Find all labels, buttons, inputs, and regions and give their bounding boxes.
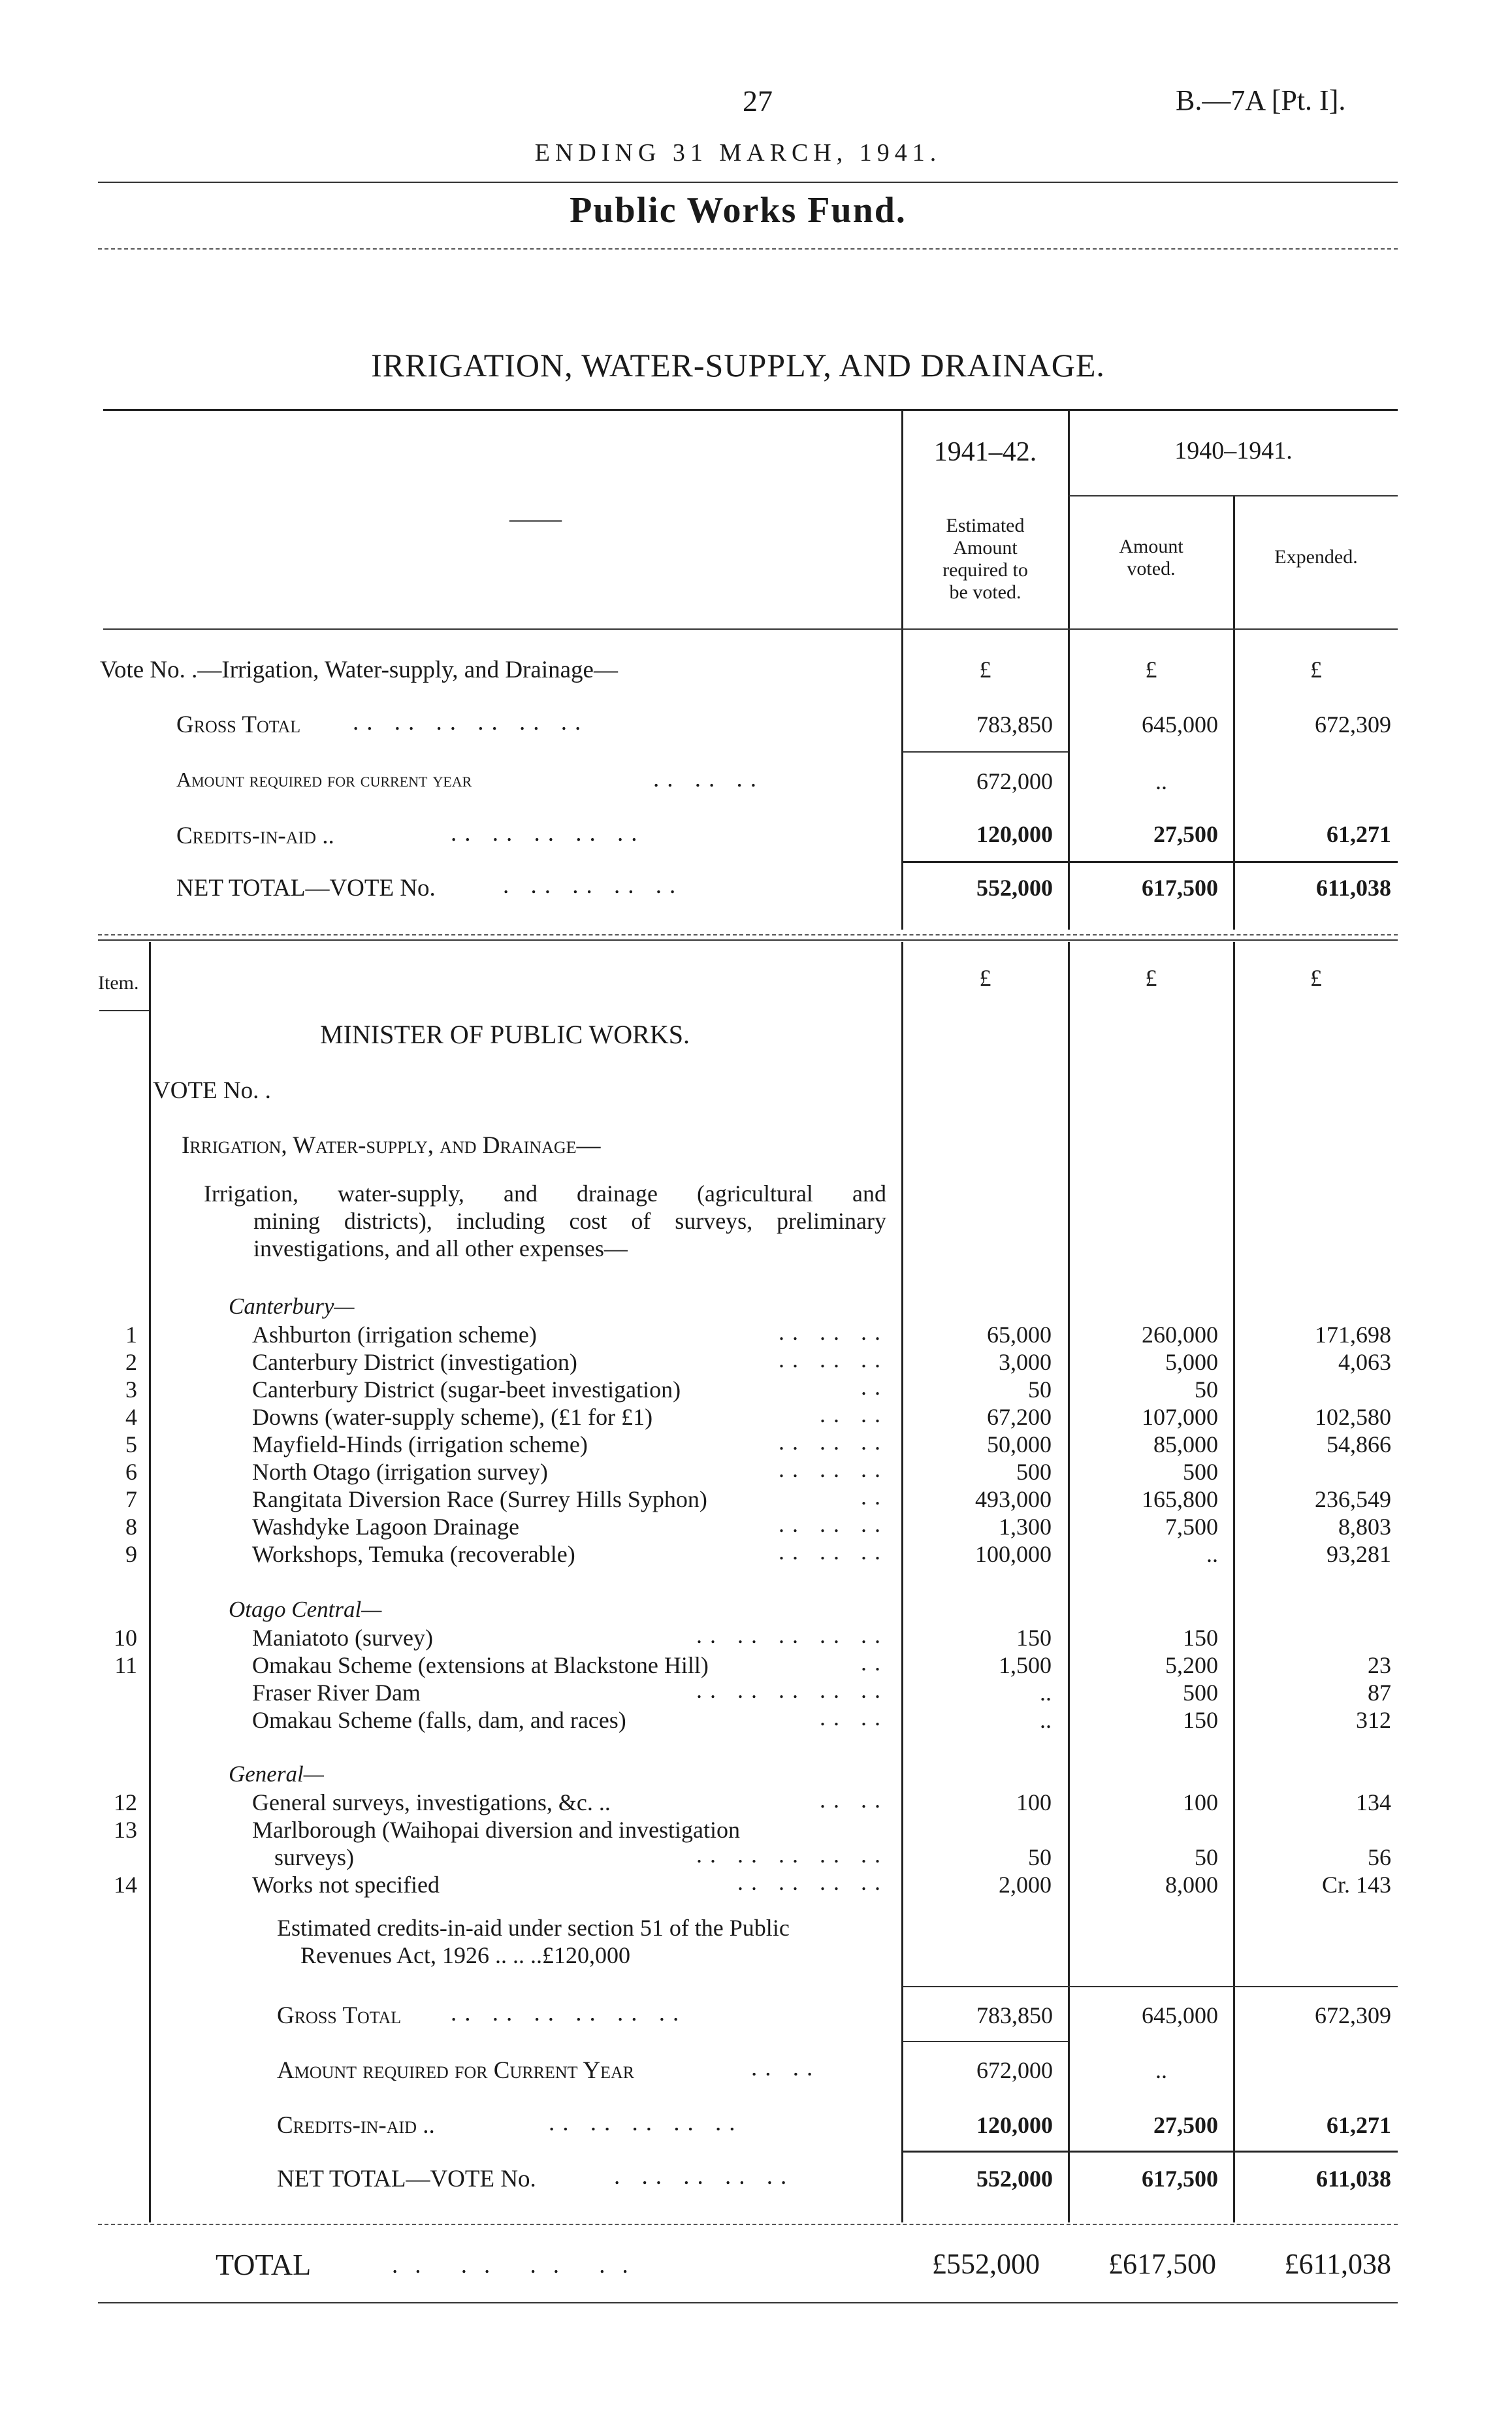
subhead: Irrigation, Water-supply, and Drainage— <box>182 1132 601 1159</box>
item-number: 7 <box>125 1486 137 1512</box>
item-dots: .. .. <box>820 1787 888 1813</box>
row-dots: .. .. .. <box>653 766 764 792</box>
detail-col-rule-2 <box>1068 942 1070 2222</box>
c1: 672,000 <box>976 768 1053 794</box>
c3: 236,549 <box>1315 1486 1391 1512</box>
row-label: NET TOTAL—VOTE No. <box>277 2166 536 2192</box>
row-dots: .. .. .. .. .. .. <box>451 2000 687 2026</box>
currency-col3: £ <box>1310 657 1322 683</box>
credits-note: Estimated credits-in-aid under section 51 of the Public Revenues Act, 1926 .. .. ..£120,000 <box>277 1915 790 1968</box>
item-label: surveys) <box>274 1844 354 1870</box>
item-label: Downs (water-supply scheme), (£1 for £1) <box>252 1404 653 1430</box>
currency-col2: £ <box>1145 657 1157 683</box>
grand-total-bottom-rule <box>98 2302 1398 2303</box>
c2: 500 <box>1183 1680 1218 1706</box>
c3: 171,698 <box>1315 1322 1391 1348</box>
item-dots: .. .. .. .. .. <box>696 1677 888 1703</box>
summary-bottom-rule-2 <box>98 939 1398 941</box>
item-label: North Otago (irrigation survey) <box>252 1459 548 1485</box>
item-dots: .. .. .. <box>779 1456 888 1482</box>
c2: 107,000 <box>1142 1404 1218 1430</box>
item-number: 1 <box>125 1322 137 1348</box>
row-label: Credits-in-aid .. <box>176 822 334 849</box>
c2: 165,800 <box>1142 1486 1218 1512</box>
c2: 617,500 <box>1142 875 1218 901</box>
detail-currency-col1: £ <box>979 965 991 991</box>
item-number: 13 <box>114 1817 137 1843</box>
row-dots: . .. .. .. .. <box>614 2163 795 2190</box>
item-number: 9 <box>125 1541 137 1567</box>
header-estimated: Estimated Amount required to be voted. <box>942 515 1028 603</box>
item-dots: .. .. <box>820 1401 888 1427</box>
row-label: Credits-in-aid .. <box>277 2112 435 2139</box>
c2: 645,000 <box>1142 711 1218 738</box>
grand-total-top-rule <box>98 2224 1398 2225</box>
c3: 54,866 <box>1327 1431 1391 1457</box>
c2: 7,500 <box>1165 1514 1218 1540</box>
detail-currency-col3: £ <box>1310 965 1322 991</box>
item-number: 10 <box>114 1625 137 1651</box>
c3: 61,271 <box>1327 2112 1391 2138</box>
header-rule <box>98 182 1398 183</box>
document-reference: B.—7A [Pt. I]. <box>1176 84 1346 116</box>
c2: 50 <box>1195 1376 1218 1403</box>
item-dots: .. <box>861 1484 888 1510</box>
item-col-rule <box>149 942 151 2222</box>
row-label: Gross Total <box>277 2002 402 2029</box>
item-number: 4 <box>125 1404 137 1430</box>
c2: 85,000 <box>1153 1431 1218 1457</box>
group-general: General— <box>229 1761 324 1787</box>
totals-rule-2 <box>903 2151 1398 2153</box>
group-canterbury: Canterbury— <box>229 1293 355 1319</box>
item-label: Washdyke Lagoon Drainage <box>252 1514 519 1540</box>
item-number: 12 <box>114 1789 137 1815</box>
c3: 102,580 <box>1315 1404 1391 1430</box>
c3: 56 <box>1368 1844 1391 1870</box>
item-label: Mayfield-Hinds (irrigation scheme) <box>252 1431 588 1457</box>
header-rule-2 <box>98 248 1398 250</box>
header-year-1940-41: 1940–1941. <box>1174 437 1293 464</box>
c1: 3,000 <box>999 1349 1052 1375</box>
section-title: IRRIGATION, WATER-SUPPLY, AND DRAINAGE. <box>371 347 1105 383</box>
c1: 493,000 <box>975 1486 1052 1512</box>
item-label: Marlborough (Waihopai diversion and investigation <box>252 1817 740 1843</box>
page-number: 27 <box>743 84 773 118</box>
period-subtitle: ENDING 31 MARCH, 1941. <box>534 139 942 167</box>
item-label: Omakau Scheme (falls, dam, and races) <box>252 1707 626 1733</box>
c2: 5,000 <box>1165 1349 1218 1375</box>
c1: 50 <box>1028 1376 1052 1403</box>
vote-number: VOTE No. . <box>153 1077 271 1104</box>
c2: 8,000 <box>1165 1872 1218 1898</box>
c1: 100 <box>1016 1789 1052 1815</box>
c1: 150 <box>1016 1625 1052 1651</box>
row-dots: .. .. .. .. .. .. <box>353 709 589 736</box>
c1: 1,500 <box>999 1652 1052 1678</box>
detail-col-rule-3 <box>1233 942 1235 2222</box>
item-dots: .. .. .. .. <box>737 1869 888 1895</box>
item-number: 8 <box>125 1514 137 1540</box>
c2: 100 <box>1183 1789 1218 1815</box>
header-year-1941-42: 1941–42. <box>933 437 1037 467</box>
grand-total-c1: £552,000 <box>932 2248 1040 2280</box>
item-dots: .. .. .. <box>779 1538 888 1565</box>
c3: 93,281 <box>1327 1541 1391 1567</box>
item-header-underline <box>99 1010 149 1011</box>
c3: 4,063 <box>1338 1349 1391 1375</box>
c2: 150 <box>1183 1707 1218 1733</box>
row-dots: .. .. .. .. .. <box>549 2109 743 2136</box>
item-dots: .. <box>861 1374 888 1400</box>
item-number: 11 <box>114 1652 137 1678</box>
c2: .. <box>1155 768 1167 794</box>
item-dots: .. .. .. .. .. <box>696 1842 888 1868</box>
description: Irrigation, water-supply, and drainage (agricultural and mining districts), including cost of surveys, preliminary investigations, and all other expenses— <box>204 1180 886 1261</box>
c1: 672,000 <box>976 2057 1053 2083</box>
c2: 645,000 <box>1142 2002 1218 2028</box>
c3: 8,803 <box>1338 1514 1391 1540</box>
c1: 120,000 <box>976 2112 1053 2138</box>
item-label: Canterbury District (sugar-beet investigation) <box>252 1376 681 1403</box>
row-label: Amount required for Current Year <box>277 2057 635 2084</box>
c1: 552,000 <box>976 875 1053 901</box>
item-number: 6 <box>125 1459 137 1485</box>
c3: 672,309 <box>1315 711 1391 738</box>
item-label: Works not specified <box>252 1872 440 1898</box>
c2: 27,500 <box>1153 821 1218 847</box>
row-dots: . .. .. .. .. <box>503 872 684 899</box>
c3: 61,271 <box>1327 821 1391 847</box>
c3: 611,038 <box>1315 2166 1391 2192</box>
c1: 100,000 <box>975 1541 1052 1567</box>
row-dots: .. .. .. .. .. <box>451 820 645 847</box>
item-dots: .. .. .. <box>779 1429 888 1455</box>
item-label: Workshops, Temuka (recoverable) <box>252 1541 575 1567</box>
summary-rule-1 <box>903 751 1068 753</box>
item-label: Omakau Scheme (extensions at Blackstone Hill) <box>252 1652 709 1678</box>
c1: .. <box>1040 1707 1052 1733</box>
grand-total-c3: £611,038 <box>1284 2248 1391 2280</box>
c2: 5,200 <box>1165 1652 1218 1678</box>
totals-rule-1 <box>903 2041 1068 2042</box>
currency-col1: £ <box>979 657 991 683</box>
grand-total-c2: £617,500 <box>1108 2248 1216 2280</box>
c3: Cr. 143 <box>1321 1872 1391 1898</box>
c2: .. <box>1155 2057 1167 2083</box>
c2: 260,000 <box>1142 1322 1218 1348</box>
item-number: 2 <box>125 1349 137 1375</box>
item-dots: .. <box>861 1650 888 1676</box>
c2: 50 <box>1195 1844 1218 1870</box>
c1: 552,000 <box>976 2166 1053 2192</box>
c1: 65,000 <box>987 1322 1052 1348</box>
item-number: 14 <box>114 1872 137 1898</box>
c2: 27,500 <box>1153 2112 1218 2138</box>
c3: 312 <box>1356 1707 1391 1733</box>
totals-top-rule <box>903 1986 1398 1987</box>
item-label: Canterbury District (investigation) <box>252 1349 577 1375</box>
c3: 611,038 <box>1315 875 1391 901</box>
c1: 50,000 <box>987 1431 1052 1457</box>
grand-total-label: TOTAL <box>216 2248 312 2281</box>
fund-title: Public Works Fund. <box>570 190 907 231</box>
item-label: General surveys, investigations, &c. .. <box>252 1789 611 1815</box>
c3: 87 <box>1368 1680 1391 1706</box>
c1: 500 <box>1016 1459 1052 1485</box>
minister-heading: MINISTER OF PUBLIC WORKS. <box>320 1020 690 1049</box>
c1: 783,850 <box>976 711 1053 738</box>
item-label: Rangitata Diversion Race (Surrey Hills Syphon) <box>252 1486 707 1512</box>
item-number: 5 <box>125 1431 137 1457</box>
c3: 23 <box>1368 1652 1391 1678</box>
vote-line: Vote No. .—Irrigation, Water-supply, and Drainage— <box>100 657 618 683</box>
item-number: 3 <box>125 1376 137 1403</box>
item-label: Fraser River Dam <box>252 1680 421 1706</box>
item-dots: .. .. .. <box>779 1346 888 1373</box>
c1: 783,850 <box>976 2002 1053 2028</box>
c1: 1,300 <box>999 1514 1052 1540</box>
c1: 2,000 <box>999 1872 1052 1898</box>
table-top-rule <box>103 409 1398 411</box>
item-dots: .. .. .. <box>779 1319 888 1345</box>
detail-currency-col2: £ <box>1145 965 1157 991</box>
summary-bottom-rule <box>98 934 1398 935</box>
row-dots: .. .. <box>751 2055 821 2081</box>
item-column-header: Item. <box>98 972 139 994</box>
item-label: Ashburton (irrigation scheme) <box>252 1322 537 1348</box>
header-expended: Expended. <box>1274 546 1358 568</box>
header-bottom-rule <box>103 628 1398 630</box>
year2-underline <box>1069 495 1398 496</box>
group-otagocentral: Otago Central— <box>229 1597 382 1622</box>
grand-total-dots: .. .. .. .. <box>392 2252 645 2279</box>
c3: 672,309 <box>1315 2002 1391 2028</box>
summary-rule-2 <box>903 861 1398 863</box>
row-label: NET TOTAL—VOTE No. <box>176 875 436 902</box>
c2: .. <box>1206 1541 1218 1567</box>
header-amount-voted: Amount voted. <box>1119 536 1183 579</box>
item-dots: .. .. <box>820 1704 888 1731</box>
row-label: Gross Total <box>176 711 301 738</box>
detail-col-rule-1 <box>901 942 903 2222</box>
c1: 67,200 <box>987 1404 1052 1430</box>
c1: 120,000 <box>976 821 1053 847</box>
item-label: Maniatoto (survey) <box>252 1625 433 1651</box>
c1: .. <box>1040 1680 1052 1706</box>
c3: 134 <box>1356 1789 1391 1815</box>
c2: 500 <box>1183 1459 1218 1485</box>
c2: 150 <box>1183 1625 1218 1651</box>
item-dots: .. .. .. <box>779 1511 888 1537</box>
header-dash: —— <box>509 504 562 533</box>
c2: 617,500 <box>1142 2166 1218 2192</box>
c1: 50 <box>1028 1844 1052 1870</box>
item-dots: .. .. .. .. .. <box>696 1622 888 1648</box>
row-label: Amount required for current year <box>176 768 472 791</box>
